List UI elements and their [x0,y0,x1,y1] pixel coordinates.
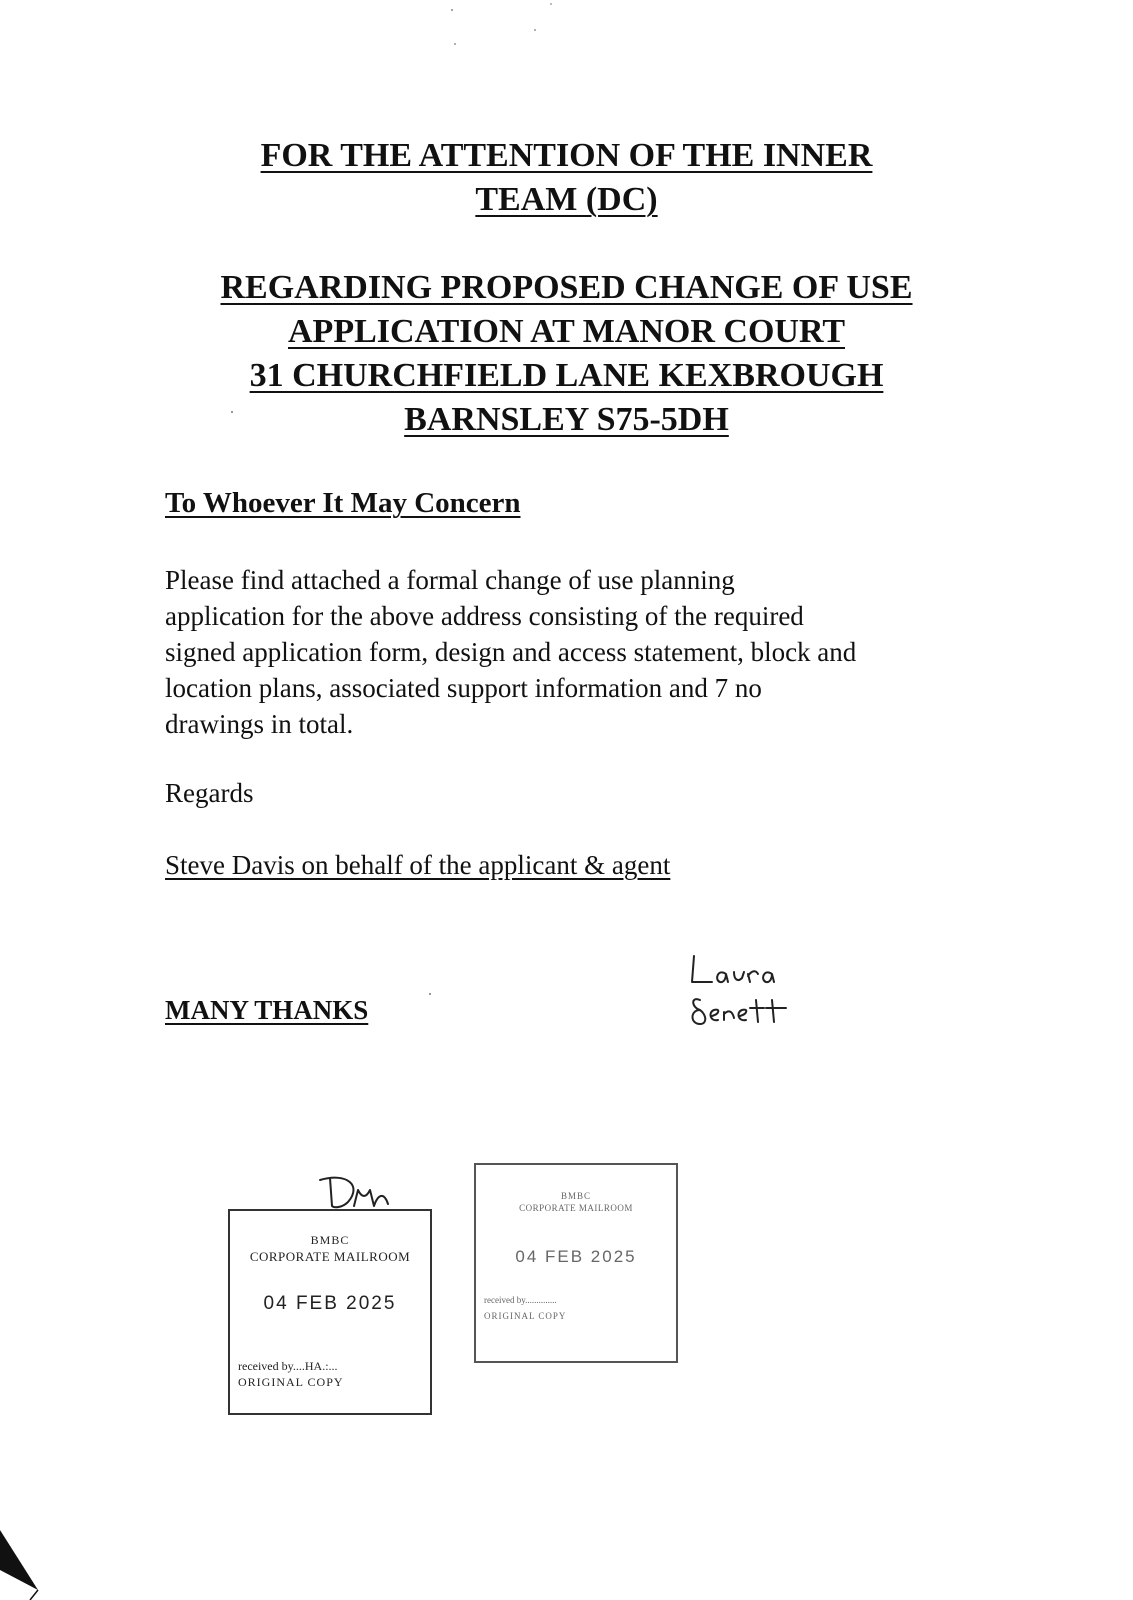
stamp-received: received by.............. [484,1295,557,1305]
body-line-4: location plans, associated support information and 7 no [165,673,762,703]
heading-regarding [0,266,1133,442]
stamp-received: received by....HA.:... [238,1359,338,1373]
signoff: Steve Davis on behalf of the applicant & agent [165,850,671,880]
stamp-copy: ORIGINAL COPY [484,1311,567,1321]
body-line-1: Please find attached a formal change of use planning [165,565,735,595]
body-line-3: signed application form, design and access statement, block and [165,637,857,667]
heading-regarding-line-2: APPLICATION AT MANOR COURT [288,313,845,350]
scan-corner-mark [0,1510,60,1600]
stamp-copy: ORIGINAL COPY [238,1375,344,1389]
heading-regarding-line-3: 31 CHURCHFIELD LANE KEXBROUGH [249,357,884,394]
initials-mark [318,1172,408,1212]
body-line-2: application for the above address consisting of the required [165,601,804,631]
stamp-org: CORPORATE MAILROOM [519,1203,633,1213]
stamp-org: CORPORATE MAILROOM [249,1249,411,1264]
handwritten-name [690,952,820,1032]
body-paragraph [165,562,985,742]
heading-regarding-line-1: REGARDING PROPOSED CHANGE OF USE [220,269,913,306]
regards: Regards [165,778,254,808]
many-thanks: MANY THANKS [165,995,369,1025]
heading-regarding-line-4: BARNSLEY S75-5DH [404,401,729,438]
heading-attention-line-1: FOR THE ATTENTION OF THE INNER [260,137,873,174]
mailroom-stamp-original [228,1209,432,1415]
stamp-date: 04 FEB 2025 [515,1247,637,1266]
body-line-5: drawings in total. [165,709,354,739]
salutation: To Whoever It May Concern [165,487,521,519]
heading-attention [0,134,1133,222]
heading-attention-line-2: TEAM (DC) [475,181,658,218]
stamp-date: 04 FEB 2025 [263,1293,397,1314]
stamp-title: BMBC [310,1233,350,1247]
mailroom-stamp-faded [474,1163,678,1363]
stamp-title: BMBC [560,1191,591,1201]
